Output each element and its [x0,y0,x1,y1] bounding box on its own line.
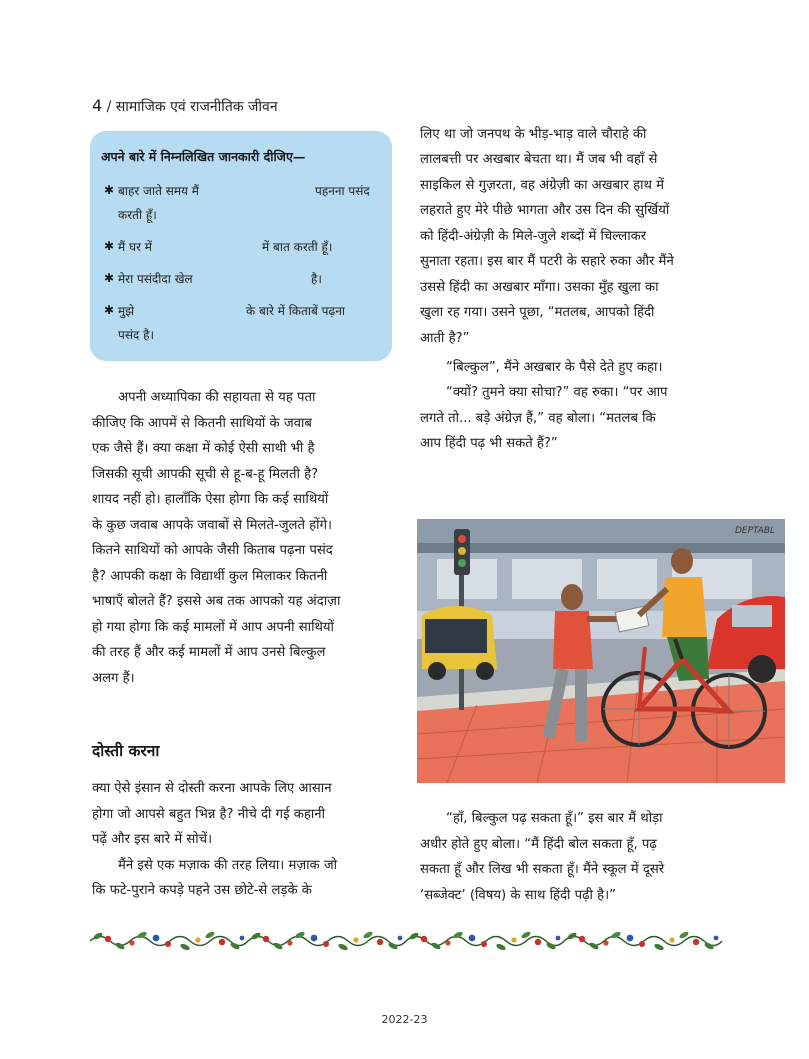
body-line: “हाँ, बिल्कुल पढ़ सकता हूँ।” इस बार मैं थोड़ा [446,811,663,826]
bullet-icon: ✱ [104,183,115,197]
body-line: अधीर होते हुए बोला। “मैं हिंदी बोल सकता हूँ, पढ़ [420,837,657,852]
illustration-svg [417,519,785,783]
activity-item-tail: के बारे में किताबें पढ़ना [246,304,345,318]
body-line: होगा जो आपसे बहुत भिन्न है? नीचे दी गई कहानी [92,807,326,822]
bullet-icon: ✱ [104,239,115,253]
activity-item-tail: है। [311,272,322,286]
activity-item-cont: पसंद है। [118,328,155,342]
body-line: को हिंदी-अंग्रेज़ी के मिले-जुले शब्दों में चिल्लाकर [420,229,647,244]
body-line: खुला रह गया। उसने पूछा, “मतलब, आपको हिंदी [420,305,655,320]
body-line: सुनाता रहता। इस बार मैं पटरी के सहारे रुका और मैंने [420,254,674,269]
body-line: मैंने इसे एक मज़ाक की तरह लिया। मज़ाक जो [118,858,338,873]
book-title: सामाजिक एवं राजनीतिक जीवन [115,99,278,115]
body-line: साइकिल से गुज़रता, वह अंग्रेज़ी का अखबार हाथ में [420,178,664,193]
street-scene-illustration [417,519,785,783]
body-line: लिए था जो जनपथ के भीड़-भाड़ वाले चौराहे की [420,127,647,142]
body-line: लालबत्ती पर अखबार बेचता था। मैं जब भी वहाँ से [420,152,658,167]
body-line: हो गया होगा कि कई मामलों में आप अपनी साथियों [92,620,334,635]
body-line: आप हिंदी पढ़ भी सकते हैं?” [420,436,558,451]
illustrator-signature: DEPTABL [735,526,776,536]
body-line: “बिल्कुल”, मैंने अखबार के पैसे देते हुए कहा। [446,360,663,375]
body-line: लहराते हुए मेरे पीछे भागता और उस दिन की सुर्खियों [420,203,670,218]
body-line: कितने साथियों को आपके जैसी किताब पढ़ना पसंद [92,543,333,558]
body-line: सकता हूँ और लिख भी सकता हूँ। मैंने स्कूल में दूसरे [420,862,665,877]
body-line: एक जैसे हैं। क्या कक्षा में कोई ऐसी साथी भी है [92,441,315,456]
section-heading: दोस्ती करना [92,742,160,760]
body-line: अपनी अध्यापिका की सहायता से यह पता [118,390,316,405]
activity-item-lead: मुझे [118,304,135,318]
footer-year: 2022-23 [381,1013,428,1026]
body-line: शायद नहीं हो। हालाँकि ऐसा होगा कि कई साथियों [92,492,329,507]
body-line: जिसकी सूची आपकी सूची से हू-ब-हू मिलती है? [92,467,319,482]
running-header [92,96,278,116]
body-line: अलग हैं। [92,671,135,686]
body-line: भाषाएँ बोलते हैं? इससे अब तक आपको यह अंदाज़ा [92,594,341,609]
page-number: 4 [92,96,103,115]
bullet-icon: ✱ [104,271,115,285]
bullet-icon: ✱ [104,303,115,317]
body-line: लगते तो... बड़े अंग्रेज़ हैं,” वह बोला। “मतलब कि [420,411,656,426]
body-line: के कुछ जवाब आपके जवाबों से मिलते-जुलते होंगे। [92,518,332,533]
body-line: की तरह हैं और कई मामलों में आप उनसे बिल्कुल [92,645,326,660]
body-line: कि फटे-पुराने कपड़े पहने उस छोटे-से लड़के के [92,883,312,898]
body-line: पढ़ें और इस बारे में सोचें। [92,832,213,847]
activity-box-title: अपने बारे में निम्नलिखित जानकारी दीजिए— [101,149,306,164]
activity-item-cont: करती हूँ। [118,208,157,222]
body-line: उससे हिंदी का अखबार माँगा। उसका मुँह खुला का [420,280,659,295]
header-separator: / [106,99,112,115]
body-line: आती है?” [420,331,470,346]
body-line: क्या ऐसे इंसान से दोस्ती करना आपके लिए आसान [92,781,332,796]
floral-border-divider [90,928,724,954]
activity-item-lead: बाहर जाते समय मैं [118,184,199,198]
body-line: कीजिए कि आपमें से कितनी साथियों के जवाब [92,416,312,431]
body-line: ‘सब्जेक्ट’ (विषय) के साथ हिंदी पढ़ी है।” [420,888,616,903]
activity-item-lead: मेरा पसंदीदा खेल [118,272,193,286]
body-line: “क्यों? तुमने क्या सोचा?” वह रुका। “पर आप [446,385,668,400]
activity-item-tail: में बात करती हूँ। [262,240,333,254]
body-line: है? आपकी कक्षा के विद्यार्थी कुल मिलाकर कितनी [92,569,328,584]
activity-item-tail: पहनना पसंद [315,184,370,198]
activity-item-lead: मैं घर में [118,240,152,254]
